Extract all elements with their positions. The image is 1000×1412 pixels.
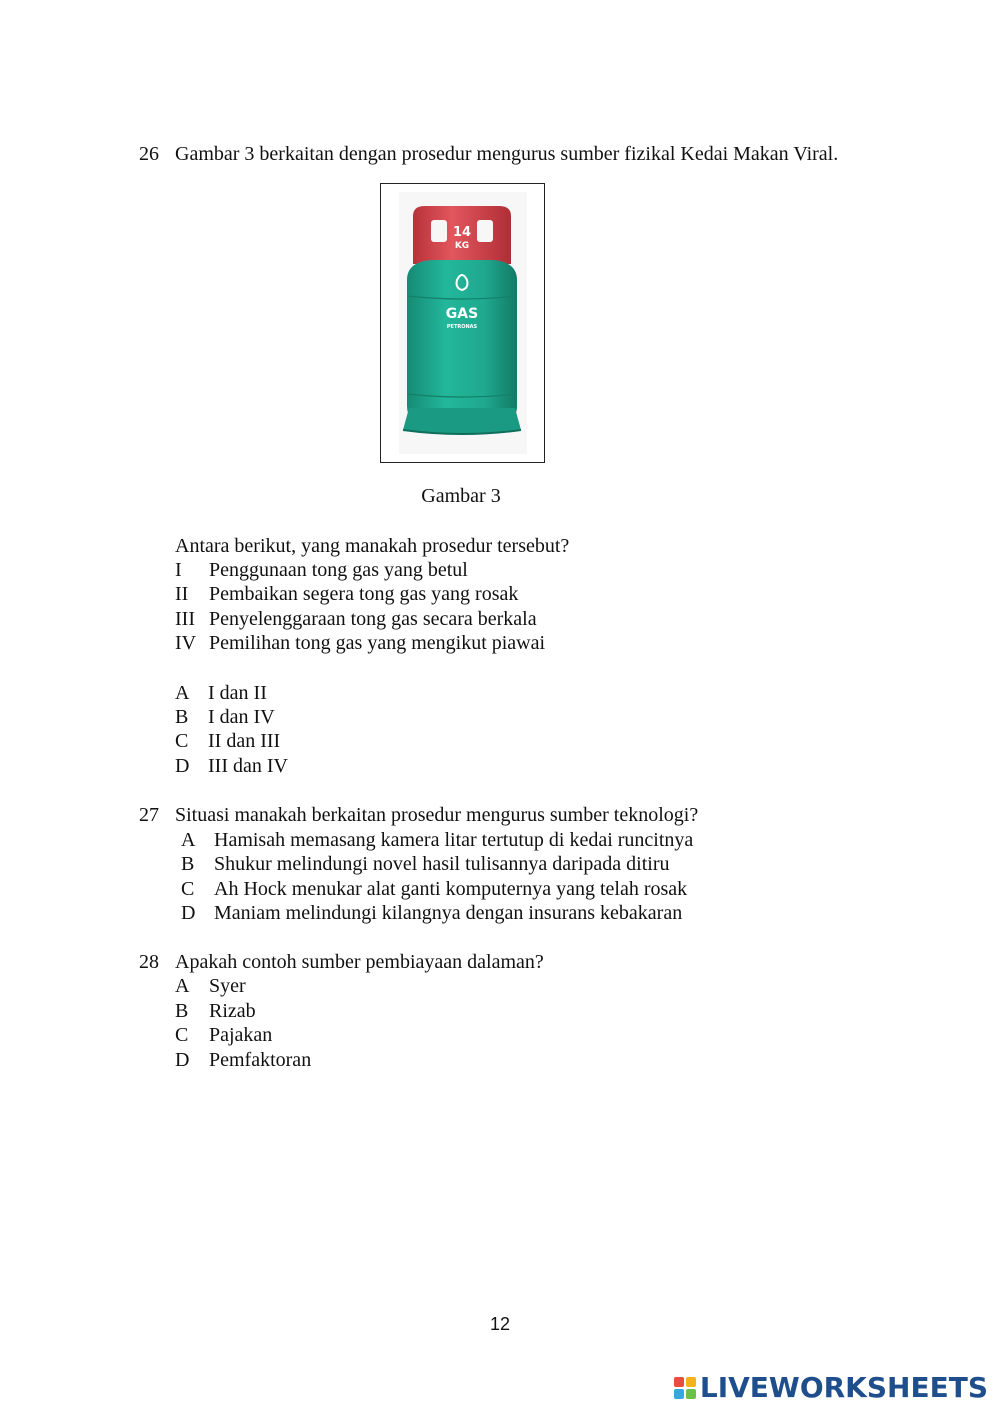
logo-cell (686, 1389, 696, 1399)
option-text[interactable]: Shukur melindungi novel hasil tulisannya daripada ditiru (214, 853, 670, 875)
option-text[interactable]: Pajakan (209, 1024, 273, 1046)
liveworksheets-brand[interactable] (674, 1372, 988, 1404)
statement-text: Pembaikan segera tong gas yang rosak (209, 583, 519, 605)
logo-cell (674, 1377, 684, 1387)
option-letter[interactable]: B (181, 853, 195, 875)
cylinder-brand-sub-label: PETRONAS (446, 324, 478, 330)
question-number: 27 (139, 804, 159, 826)
page-number: 12 (489, 1314, 511, 1334)
option-letter[interactable]: C (181, 878, 195, 900)
figure-caption: Gambar 3 (421, 485, 501, 507)
cylinder-unit-label: KG (454, 241, 470, 251)
option-text[interactable]: Hamisah memasang kamera litar tertutup di kedai runcitnya (214, 829, 694, 851)
logo-cell (674, 1389, 684, 1399)
option-letter[interactable]: B (175, 1000, 189, 1022)
option-letter[interactable]: D (175, 755, 190, 777)
statement-roman: II (175, 583, 189, 605)
question-stem: Situasi manakah berkaitan prosedur mengurus sumber teknologi? (175, 804, 699, 826)
option-text[interactable]: III dan IV (208, 755, 288, 777)
option-text[interactable]: Syer (209, 975, 246, 997)
option-text[interactable]: Rizab (209, 1000, 256, 1022)
option-letter[interactable]: C (175, 1024, 189, 1046)
gas-cylinder-image (381, 184, 543, 461)
question-stem: Apakah contoh sumber pembiayaan dalaman? (175, 951, 544, 973)
statement-roman: III (175, 608, 195, 630)
statement-roman: IV (175, 632, 197, 654)
question-number: 28 (139, 951, 159, 973)
figure-frame (380, 183, 545, 463)
option-text[interactable]: II dan III (208, 730, 281, 752)
statement-roman: I (175, 559, 182, 581)
option-letter[interactable]: A (181, 829, 196, 851)
cylinder-brand-label: GAS (445, 306, 479, 322)
option-letter[interactable]: B (175, 706, 189, 728)
option-text[interactable]: Ah Hock menukar alat ganti komputernya yang telah rosak (214, 878, 688, 900)
statement-text: Penyelenggaraan tong gas secara berkala (209, 608, 537, 630)
question-stem: Gambar 3 berkaitan dengan prosedur mengurus sumber fizikal Kedai Makan Viral. (175, 143, 839, 165)
logo-cell (686, 1377, 696, 1387)
option-text[interactable]: I dan II (208, 682, 267, 704)
option-letter[interactable]: A (175, 975, 190, 997)
option-letter[interactable]: A (175, 682, 190, 704)
cylinder-weight-label: 14 (452, 225, 472, 240)
liveworksheets-logo-icon (674, 1377, 696, 1399)
option-letter[interactable]: C (175, 730, 189, 752)
statement-text: Pemilihan tong gas yang mengikut piawai (209, 632, 546, 654)
liveworksheets-wordmark: LIVEWORKSHEETS (699, 1371, 988, 1404)
option-letter[interactable]: D (181, 902, 196, 924)
option-text[interactable]: Pemfaktoran (209, 1049, 312, 1071)
option-text[interactable]: I dan IV (208, 706, 275, 728)
question-prompt: Antara berikut, yang manakah prosedur tersebut? (175, 535, 570, 557)
option-letter[interactable]: D (175, 1049, 190, 1071)
statement-text: Penggunaan tong gas yang betul (209, 559, 468, 581)
option-text[interactable]: Maniam melindungi kilangnya dengan insurans kebakaran (214, 902, 683, 924)
question-number: 26 (139, 143, 159, 165)
